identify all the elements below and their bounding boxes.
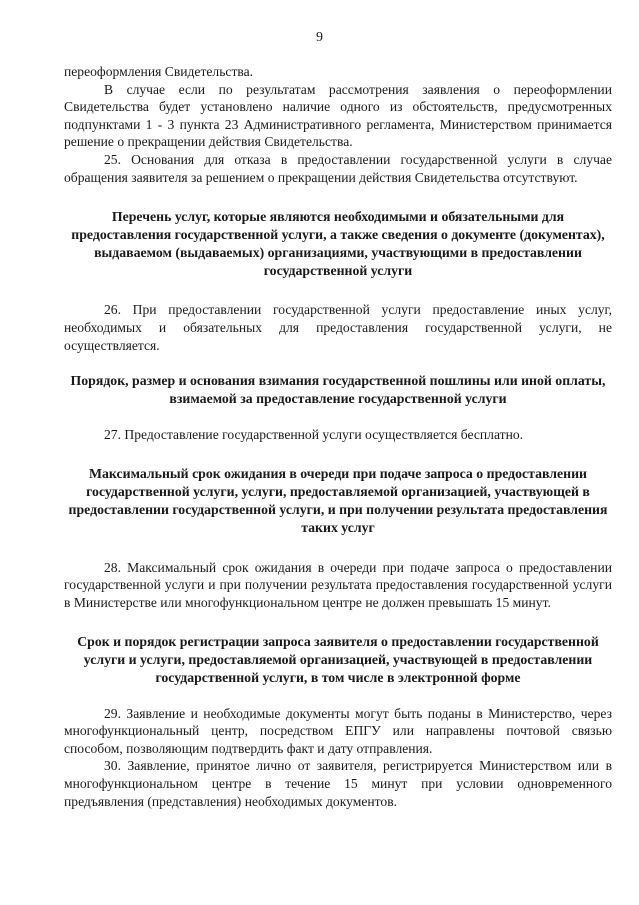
document-body (64, 63, 612, 810)
paragraph-continuation: переоформления Свидетельства. (64, 64, 254, 79)
heading-state-duty: Порядок, размер и основания взимания государственной пошлины или иной оплаты, взимаемой за предоставление государственной услуги (70, 373, 606, 406)
paragraph-27: 27. Предоставление государственной услуги осуществляется бесплатно. (104, 426, 524, 442)
paragraph-26: 26. При предоставлении государственной услуги предоставление иных услуг, необходимых и обязательных для предоставления государственной услуги, не осуществляется. (64, 302, 612, 353)
heading-registration: Срок и порядок регистрации запроса заявителя о предоставлении государственной услуги и услуги, предоставляемой организацией, участвующей в предоставлении государственной услуги, в том числе в электронной форме (77, 634, 599, 685)
paragraph-reissue-case: В случае если по результатам рассмотрения заявления о переоформлении Свидетельства будет установлено наличие одного из обстоятельств, предусмотренных подпунктами 1 - 3 пункта 23 Административного регламента, Министерством принимается решение о прекращении действия Свидетельства. (64, 81, 612, 150)
paragraph-30: 30. Заявление, принятое лично от заявителя, регистрируется Министерством или в многофункциональном центре в течение 15 минут при условии одновременного предъявления (представления) необходимых документов. (64, 758, 612, 809)
page-number: 9 (316, 30, 323, 45)
paragraph-28: 28. Максимальный срок ожидания в очереди при подаче запроса о предоставлении государственной услуги и при получении результата предоставления государственной услуги в Министерстве или многофункциональном центре не должен превышать 15 минут. (64, 559, 612, 610)
heading-waiting-time: Максимальный срок ожидания в очереди при подаче запроса о предоставлении государственной услуги, услуги, предоставляемой организацией, участвующей в предоставлении государственной услуги, и при получении результата предоставления таких услуг (68, 466, 608, 535)
paragraph-25: 25. Основания для отказа в предоставлении государственной услуги в случае обращения заявителя за решением о прекращении действия Свидетельства отсутствуют. (64, 151, 612, 185)
heading-required-services: Перечень услуг, которые являются необходимыми и обязательными для предоставления государственной услуги, а также сведения о документе (документах), выдаваемом (выдаваемых) организациями, участвующими в предоставлении государственной услуги (71, 209, 605, 278)
paragraph-29: 29. Заявление и необходимые документы могут быть поданы в Министерство, через многофункциональный центр, посредством ЕПГУ или направлены почтовой связью способом, позволяющим подтвердить факт и дату отправления. (64, 705, 612, 756)
